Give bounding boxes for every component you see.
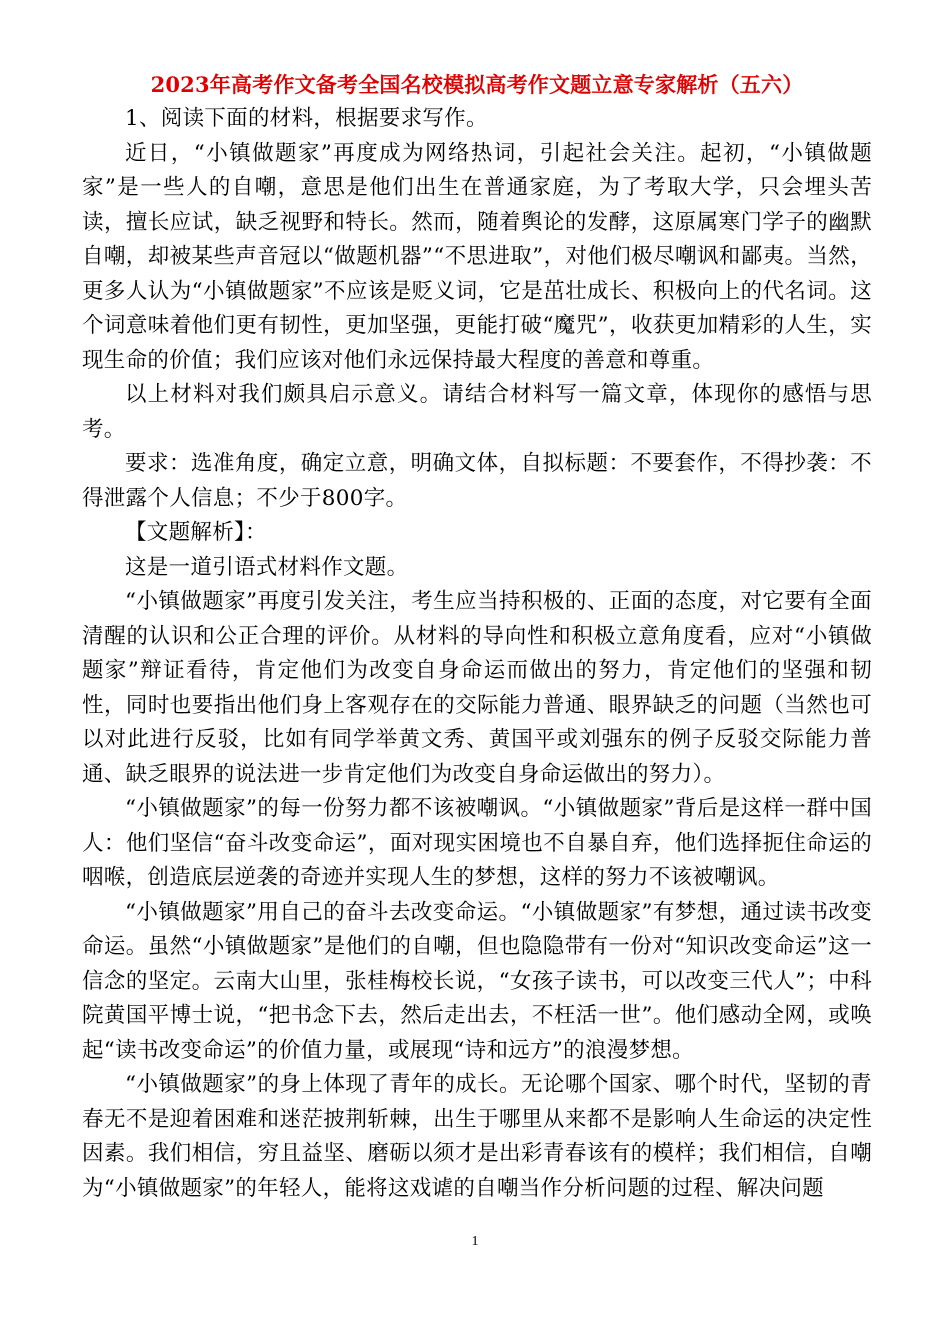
paragraph-2: 近日，“小镇做题家”再度成为网络热词，引起社会关注。起初，“小镇做题家”是一些人的自嘲，意思是他们出生在普通家庭，为了考取大学，只会埋头苦读，擅长应试，缺乏视野和特长。然而，随着舆论的发酵，这原属寒门学子的幽默自嘲，却被某些声音冠以“做题机器”“不思进取”，对他们极尽嘲讽和鄙夷。当然，更多人认为“小镇做题家”不应该是贬义词，它是茁壮成长、积极向上的代名词。这个词意味着他们更有韧性，更加坚强，更能打破“魔咒”，收获更加精彩的人生，实现生命的价值；我们应该对他们永远保持最大程度的善意和尊重。 <box>82 140 872 373</box>
paragraph-3: 以上材料对我们颇具启示意义。请结合材料写一篇文章，体现你的感悟与思考。 <box>82 382 872 442</box>
paragraph-1: 1、阅读下面的材料，根据要求写作。 <box>125 106 488 131</box>
document-page <box>82 68 872 1206</box>
paragraph-8: “小镇做题家”的每一份努力都不该被嘲讽。“小镇做题家”背后是这样一群中国人：他们坚信“奋斗改变命运”，面对现实困境也不自暴自弃，他们选择扼住命运的咽喉，创造底层逆袭的奇迹并实现人生的梦想，这样的努力不该被嘲讽。 <box>82 796 872 890</box>
paragraph-10: “小镇做题家”的身上体现了青年的成长。无论哪个国家、哪个时代，坚韧的青春无不是迎着困难和迷茫披荆斩棘，出生于哪里从来都不是影响人生命运的决定性因素。我们相信，穷且益坚、磨砺以须才是出彩青春该有的模样；我们相信，自嘲为“小镇做题家”的年轻人，能将这戏谑的自嘲当作分析问题的过程、解决问题 <box>82 1072 872 1201</box>
paragraph-5: 【文题解析】： <box>125 520 267 545</box>
document-title: 2023年高考作文备考全国名校模拟高考作文题立意专家解析（五六） <box>150 72 804 97</box>
paragraph-7: “小镇做题家”再度引发关注，考生应当持积极的、正面的态度，对它要有全面清醒的认识和公正合理的评价。从材料的导向性和积极立意角度看，应对“小镇做题家”辩证看待，肯定他们为改变自身命运而做出的努力，肯定他们的坚强和韧性，同时也要指出他们身上客观存在的交际能力普通、眼界缺乏的问题（当然也可以对此进行反驳，比如有同学举黄文秀、黄国平或刘强东的例子反驳交际能力普通、缺乏眼界的说法进一步肯定他们为改变自身命运做出的努力）。 <box>82 589 872 787</box>
paragraph-4: 要求：选准角度，确定立意，明确文体，自拟标题：不要套作，不得抄袭：不得泄露个人信息；不少于800字。 <box>82 451 872 511</box>
paragraph-9: “小镇做题家”用自己的奋斗去改变命运。“小镇做题家”有梦想，通过读书改变命运。虽然“小镇做题家”是他们的自嘲，但也隐隐带有一份对“知识改变命运”这一信念的坚定。云南大山里，张桂梅校长说，“女孩子读书，可以改变三代人”；中科院黄国平博士说，“把书念下去，然后走出去，不枉活一世”。他们感动全网，或唤起“读书改变命运”的价值力量，或展现“诗和远方”的浪漫梦想。 <box>82 899 872 1063</box>
paragraph-6: 这是一道引语式材料作文题。 <box>125 554 409 580</box>
page-number: 1 <box>471 1234 479 1249</box>
